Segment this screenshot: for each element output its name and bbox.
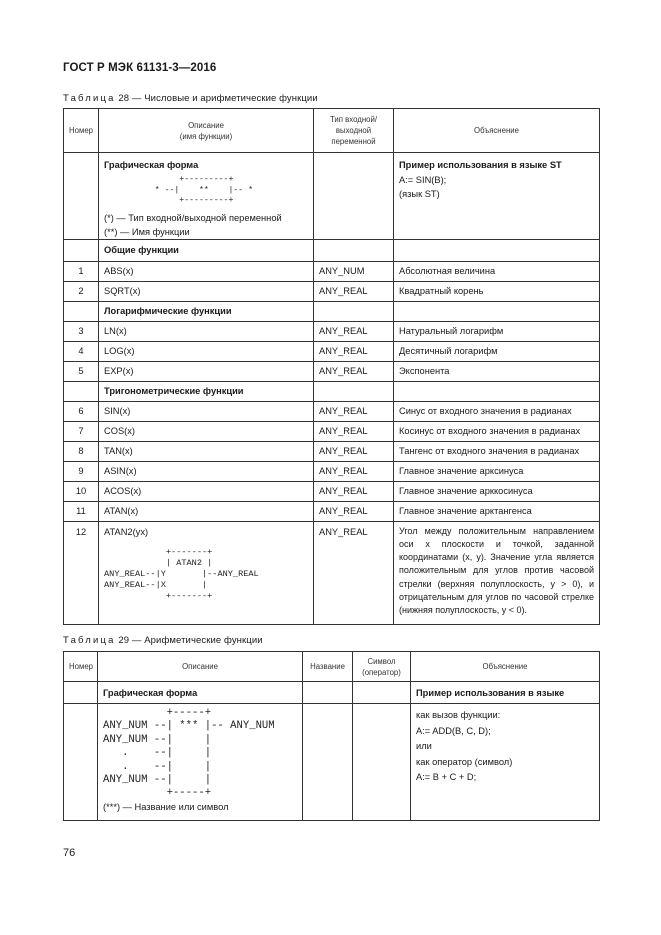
header-number: Номер (64, 109, 99, 153)
document-header: ГОСТ Р МЭК 61131-3—2016 (63, 62, 217, 74)
section-log: Логарифмические функции (99, 301, 314, 321)
atan2-block-diagram: +-------+ | ATAN2 | ANY_REAL--|Y |--ANY_REAL ANY_REAL--|X | +-------+ (104, 546, 259, 601)
table-row: 10 ACOS(x) ANY_REAL Главное значение арккосинуса (64, 481, 600, 501)
table-row: 9 ASIN(x) ANY_REAL Главное значение арксинуса (64, 461, 600, 481)
table29-caption-prefix: Таблица (63, 635, 116, 646)
table-row: 11 ATAN(x) ANY_REAL Главное значение арктангенса (64, 501, 600, 521)
example-code: A:= SIN(B); (399, 174, 447, 185)
atan2-explanation: Угол между положительным направлением оси x плоскости и точкой, заданной координатами (x, y). Значение угла является положительным для углов против часовой стрелки (верхняя полуплоскость, y > 0), и отрицательным для углов по часовой стрелке (нижняя полуплоскость, y < 0). (394, 521, 600, 624)
section-log-row (64, 301, 600, 321)
symbol-note: (***) — Название или символ (103, 801, 229, 812)
table-row: 8 TAN(x) ANY_REAL Тангенс от входного значения в радианах (64, 441, 600, 461)
graphic-form-title: Графическая форма (104, 160, 199, 170)
table28-header-row (64, 109, 600, 153)
graphic-form-row (64, 153, 600, 240)
table29-header-row (64, 652, 600, 682)
header-explanation: Объяснение (411, 652, 600, 682)
table28-caption-text: 28 — Числовые и арифметические функции (115, 93, 318, 104)
graphic-form-row (64, 682, 600, 704)
graphic-note-name: (**) — Имя функции (104, 226, 190, 237)
section-general-row (64, 239, 600, 261)
table28-caption (63, 93, 318, 104)
example-operator-code: A:= B + C + D; (416, 772, 477, 782)
section-trig-row (64, 381, 600, 401)
page-number: 76 (63, 847, 76, 859)
header-type: Тип входной/ выходной переменной (314, 109, 394, 153)
table-row: 2 SQRT(x) ANY_REAL Квадратный корень (64, 281, 600, 301)
header-name: Название (303, 652, 353, 682)
table-row: 3 LN(x) ANY_REAL Натуральный логарифм (64, 321, 600, 341)
header-description: Описание (имя функции) (99, 109, 314, 153)
header-symbol: Символ (оператор) (353, 652, 411, 682)
table-row: 5 EXP(x) ANY_REAL Экспонента (64, 361, 600, 381)
example-or: или (416, 741, 432, 751)
graphic-form-title: Графическая форма (98, 682, 303, 704)
section-trig: Тригонометрические функции (99, 381, 314, 401)
table-row: 4 LOG(x) ANY_REAL Десятичный логарифм (64, 341, 600, 361)
table-row: 6 SIN(x) ANY_REAL Синус от входного значения в радианах (64, 401, 600, 421)
graphic-example-row (64, 704, 600, 821)
table-row-atan2: 12 ATAN2(yx) +-------+ | ATAN2 | ANY_REAL--|Y |--ANY_REAL ANY_REAL--|X | +-------+ ANY_REAL Угол между положительным направлением оси x плоскости и точкой, заданной координатами (x, y). Значение угла является положительным для углов против часовой стрелки (верхняя полуплоскость, y > 0), и отрицательным для углов по часовой стрелке (нижняя полуплоскость, y < 0). (64, 521, 600, 624)
example-title: Пример использования в языке (411, 682, 600, 704)
example-call-label: как вызов функции: (416, 710, 501, 720)
table28-caption-prefix: Таблица (63, 93, 116, 104)
graphic-note-type: (*) — Тип входной/выходной переменной (104, 212, 282, 223)
header-description: Описание (98, 652, 303, 682)
header-number: Номер (64, 652, 98, 682)
function-block-diagram: +---------+ * --| ** |-- * +---------+ (154, 175, 254, 205)
table-row: 7 COS(x) ANY_REAL Косинус от входного значения в радианах (64, 421, 600, 441)
example-call-code: A:= ADD(B, C, D); (416, 725, 491, 736)
example-title: Пример использования в языке ST (399, 160, 562, 170)
table29-caption-text: 29 — Арифметические функции (115, 635, 263, 646)
section-general: Общие функции (99, 239, 314, 261)
table-28 (63, 108, 600, 625)
table-29 (63, 651, 600, 821)
table-row: 1 ABS(x) ANY_NUM Абсолютная величина (64, 261, 600, 281)
example-operator-label: как оператор (символ) (416, 756, 513, 767)
example-language: (язык ST) (399, 189, 440, 199)
header-explanation: Объяснение (394, 109, 600, 153)
atan2-name: ATAN2(yx) (104, 526, 149, 537)
add-block-diagram: +-----+ ANY_NUM --| *** |-- ANY_NUM ANY_NUM --| | . --| | . --| | ANY_NUM --| | +-----+ (103, 707, 275, 800)
table29-caption (63, 635, 263, 646)
